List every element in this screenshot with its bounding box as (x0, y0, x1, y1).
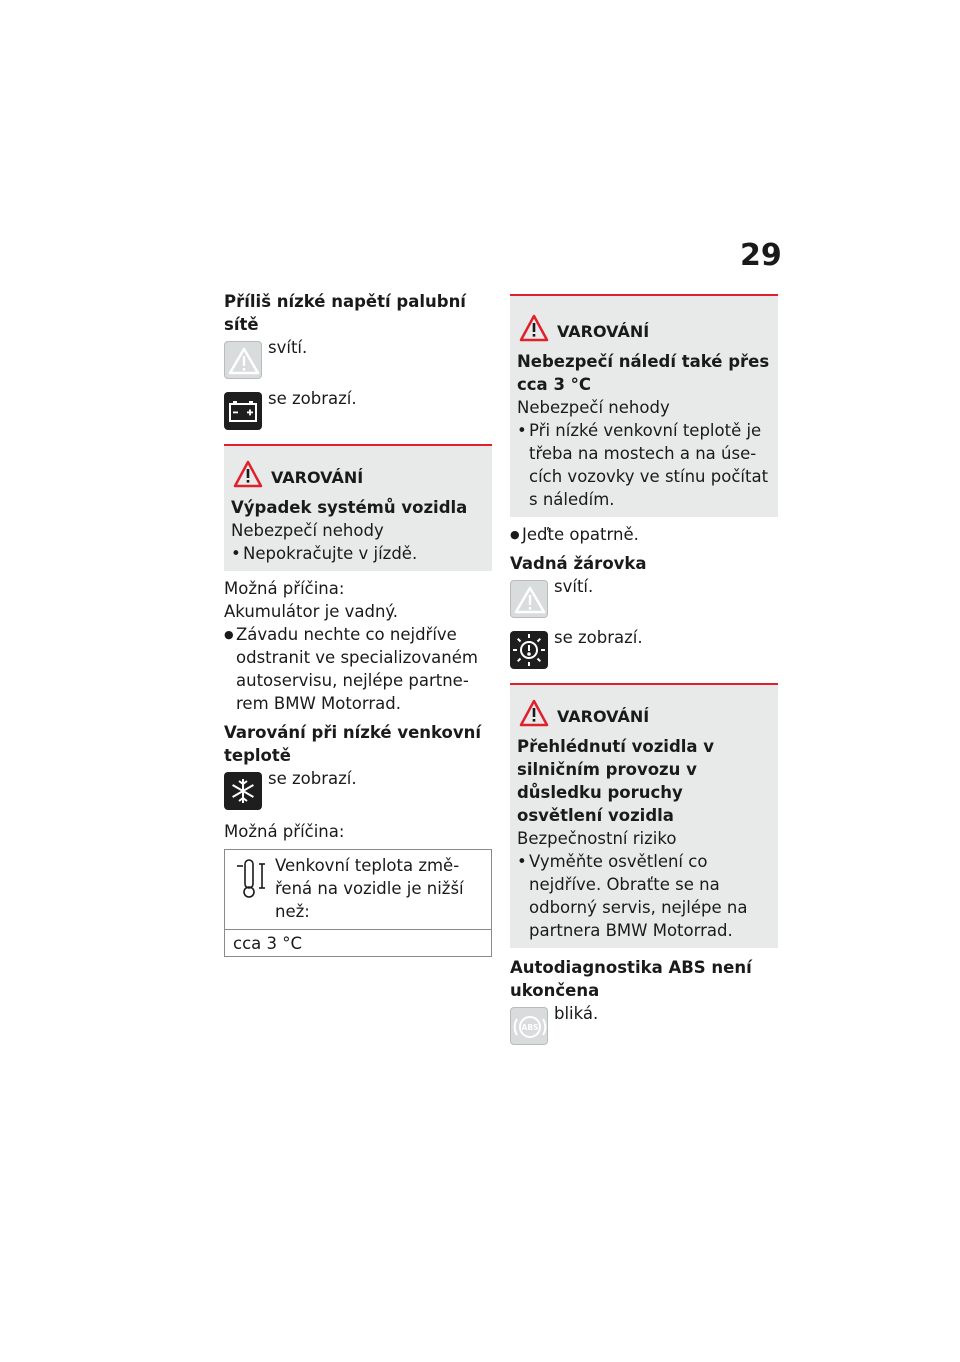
warning-header (231, 460, 484, 496)
section-heading-bulb-fault: Vadná žárovka (510, 554, 647, 573)
temperature-value: cca 3 °C (233, 934, 303, 953)
warning-sign-icon (519, 314, 549, 342)
bulb-fault-icon (510, 631, 548, 669)
indicator-row-snowflake (224, 770, 492, 818)
warning-box-system-failure (224, 444, 492, 571)
action-item: ● Jeďte opatrně. (510, 523, 778, 546)
indicator-status-text: se zobrazí. (554, 628, 643, 647)
temperature-description: Venkovní teplota změřená na vozidle je nižší než: (275, 856, 464, 921)
warning-subtitle: Nebezpečí nehody (231, 521, 384, 540)
warning-bullet: • Nepokračujte v jízdě. (231, 542, 484, 565)
temperature-table-description-row (225, 850, 491, 930)
warning-label: VAROVÁNÍ (271, 468, 364, 487)
cause-label: Možná příčina: (224, 822, 345, 841)
warning-triangle-icon (224, 341, 262, 379)
warning-bullet: • Vyměňte osvětlení co nejdříve. Obraťte se na odborný servis, nejlépe na partnera BMW Motorrad. (517, 850, 770, 942)
indicator-status-text: se zobrazí. (268, 389, 357, 408)
battery-icon (224, 392, 262, 430)
warning-box-lighting (510, 683, 778, 948)
warning-subtitle: Bezpečnostní riziko (517, 829, 677, 848)
indicator-status-text: se zobrazí. (268, 769, 357, 788)
page-number: 29 (740, 238, 782, 273)
indicator-status-text: svítí. (268, 338, 308, 357)
warning-triangle-icon (510, 580, 548, 618)
temperature-table (224, 849, 492, 957)
indicator-row-abs (510, 1005, 778, 1053)
warning-sign-icon (233, 460, 263, 488)
warning-title: Výpadek systémů vozidla (231, 498, 468, 517)
section-heading-low-temperature: Varování při nízké venkovní teplotě (224, 723, 482, 765)
indicator-row-battery (224, 390, 492, 438)
action-item: ● Závadu nechte co nejdříve odstranit ve specializovaném autoservisu, nejlépe partnerem BMW Motorrad. (224, 623, 492, 715)
indicator-row-general (510, 578, 778, 626)
indicator-row-general (224, 339, 492, 387)
warning-box-ice (510, 294, 778, 517)
warning-title: Nebezpečí náledí také přes cca 3 °C (517, 352, 770, 394)
warning-label: VAROVÁNÍ (557, 707, 650, 726)
thermometer-icon (233, 856, 271, 902)
warning-label: VAROVÁNÍ (557, 322, 650, 341)
warning-sign-icon (519, 699, 549, 727)
right-column (510, 294, 778, 1055)
section-heading-abs: Autodiagnostika ABS není ukončena (510, 958, 752, 1000)
warning-header (517, 314, 770, 350)
warning-bullet: • Při nízké venkovní teplotě je třeba na mostech a na úsecích vozovky ve stínu počítat s náledím. (517, 419, 770, 511)
cause-text: Akumulátor je vadný. (224, 602, 399, 621)
warning-title: Přehlédnutí vozidla v silničním provozu v důsledku poruchy osvětlení vozidla (517, 737, 715, 825)
warning-subtitle: Nebezpečí nehody (517, 398, 670, 417)
indicator-status-text: svítí. (554, 577, 594, 596)
section-heading-low-voltage: Příliš nízké napětí palubní sítě (224, 292, 466, 334)
indicator-row-bulb (510, 629, 778, 677)
svg-text:ABS: ABS (521, 1023, 539, 1032)
abs-icon (510, 1007, 548, 1045)
snowflake-icon (224, 772, 262, 810)
left-column (224, 290, 492, 957)
indicator-status-text: bliká. (554, 1004, 599, 1023)
cause-label: Možná příčina: (224, 579, 345, 598)
warning-header (517, 699, 770, 735)
